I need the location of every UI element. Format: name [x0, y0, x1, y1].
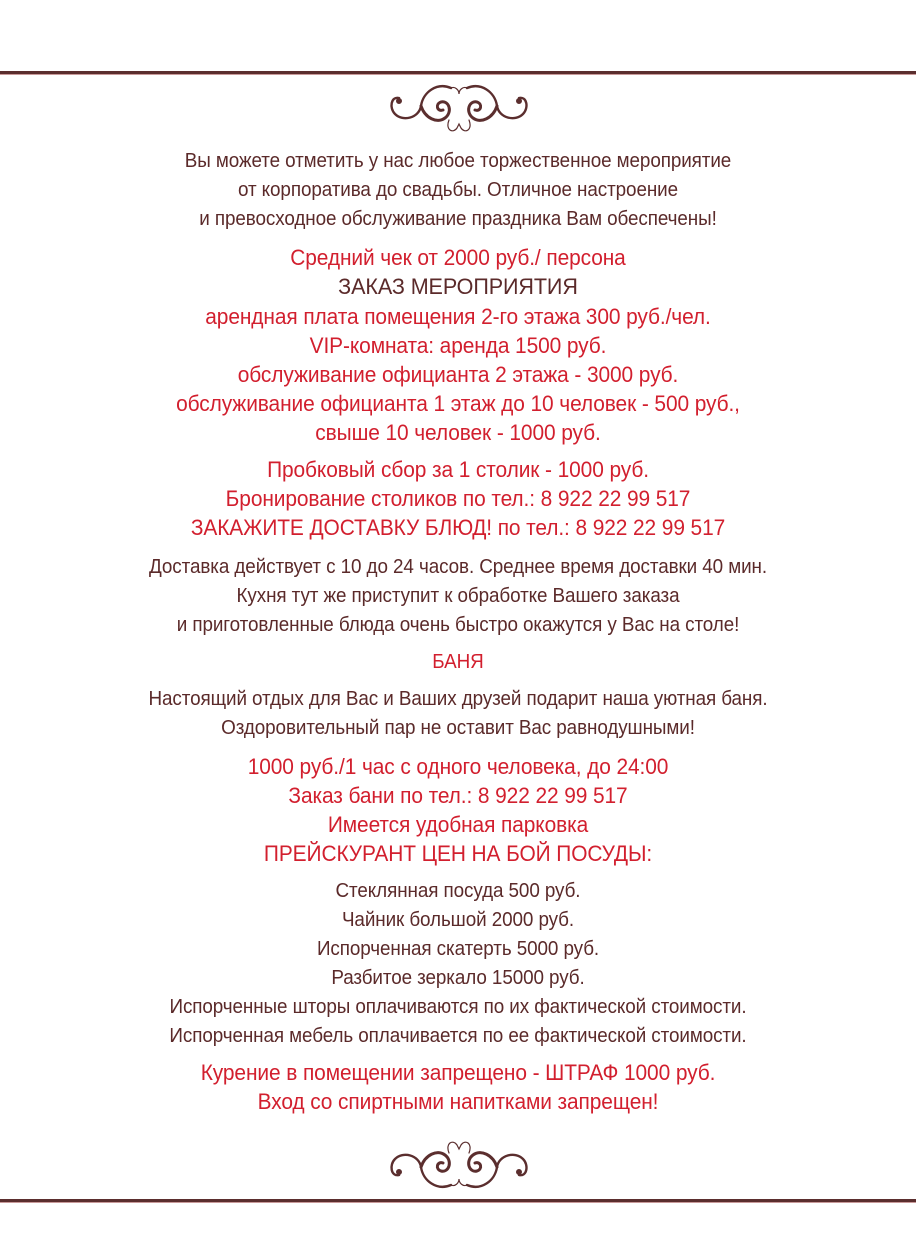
- smoking-rule: Курение в помещении запрещено - ШТРАФ 1000 руб.: [200, 1060, 716, 1085]
- delivery-section: [0, 552, 916, 639]
- parking-note: Имеется удобная парковка: [327, 812, 589, 837]
- breakage-item: Разбитое зеркало 15000 руб.: [331, 966, 585, 989]
- average-check: Средний чек от 2000 руб./ персона: [290, 245, 626, 270]
- table-booking-phone: Бронирование столиков по тел.: 8 922 22 99 517: [225, 486, 691, 511]
- top-divider: [0, 71, 916, 74]
- event-order-section: [0, 272, 916, 542]
- intro-section: [0, 146, 916, 233]
- scroll-ornament-icon: [385, 78, 533, 134]
- event-order-item: обслуживание официанта 1 этаж до 10 человек - 500 руб.,: [176, 391, 740, 416]
- banya-section: [0, 647, 916, 839]
- breakage-section: [0, 839, 916, 1050]
- menu-info-content: [0, 146, 916, 1116]
- breakage-item: Испорченные шторы оплачиваются по их фактической стоимости.: [169, 995, 747, 1018]
- delivery-line: Доставка действует с 10 до 24 часов. Среднее время доставки 40 мин.: [148, 555, 768, 578]
- banya-description: Оздоровительный пар не оставит Вас равнодушными!: [221, 716, 695, 739]
- delivery-order-phone: ЗАКАЖИТЕ ДОСТАВКУ БЛЮД! по тел.: 8 922 22 99 517: [190, 515, 726, 540]
- banya-title: БАНЯ: [432, 650, 484, 673]
- event-order-item: VIP-комната: аренда 1500 руб.: [309, 333, 607, 358]
- bottom-divider: [0, 1199, 916, 1202]
- event-order-item: обслуживание официанта 2 этажа - 3000 руб.: [237, 362, 679, 387]
- delivery-line: Кухня тут же приступит к обработке Вашего заказа: [236, 584, 680, 607]
- banya-order-phone: Заказ бани по тел.: 8 922 22 99 517: [288, 783, 628, 808]
- breakage-item: Испорченная мебель оплачивается по ее фактической стоимости.: [169, 1024, 747, 1047]
- corkage-fee: Пробковый сбор за 1 столик - 1000 руб.: [267, 457, 649, 482]
- banya-price: 1000 руб./1 час с одного человека, до 24:00: [247, 754, 669, 779]
- delivery-line: и приготовленные блюда очень быстро окажутся у Вас на столе!: [176, 613, 740, 636]
- breakage-item: Чайник большой 2000 руб.: [341, 908, 575, 931]
- banya-description: Настоящий отдых для Вас и Ваших друзей подарит наша уютная баня.: [148, 687, 768, 710]
- intro-line: и превосходное обслуживание праздника Вам обеспечены!: [199, 207, 717, 230]
- intro-line: Вы можете отметить у нас любое торжественное мероприятие: [184, 149, 732, 172]
- event-order-item: арендная плата помещения 2-го этажа 300 руб./чел.: [205, 304, 711, 329]
- intro-line: от корпоратива до свадьбы. Отличное настроение: [237, 178, 679, 201]
- event-order-title: ЗАКАЗ МЕРОПРИЯТИЯ: [338, 274, 578, 299]
- alcohol-rule: Вход со спиртными напитками запрещен!: [257, 1089, 659, 1114]
- scroll-ornament-inverted-icon: [385, 1139, 533, 1195]
- breakage-title: ПРЕЙСКУРАНТ ЦЕН НА БОЙ ПОСУДЫ:: [263, 841, 653, 866]
- event-order-item: свыше 10 человек - 1000 руб.: [315, 420, 601, 445]
- breakage-item: Испорченная скатерть 5000 руб.: [316, 937, 600, 960]
- rules-section: [0, 1058, 916, 1116]
- breakage-item: Стеклянная посуда 500 руб.: [335, 879, 581, 902]
